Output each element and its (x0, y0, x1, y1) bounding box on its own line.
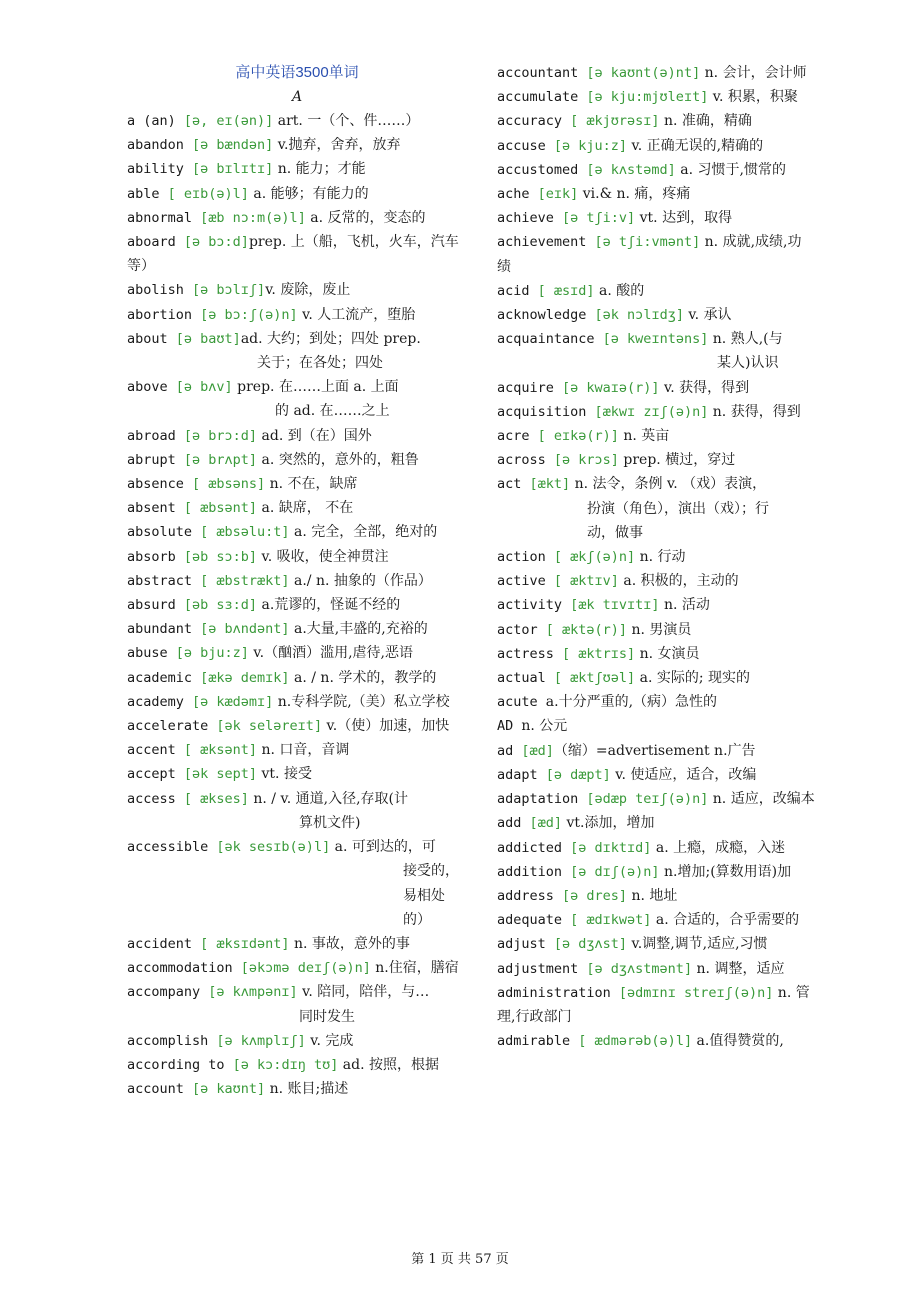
entry-word: absurd (127, 597, 184, 614)
entry-definition: n. 口音，音调 (257, 742, 350, 759)
entry-definition: ad. 到（在）国外 (257, 427, 372, 444)
entry-definition: v. 使适应，适合，改编 (610, 766, 757, 783)
vocab-entry (497, 230, 815, 278)
entry-phonetic: [ə kʌmplɪʃ] (216, 1032, 306, 1049)
entry-definition: n. 男演员 (627, 621, 692, 638)
entry-definition: n. / v. 通道,入径,存取(计 (248, 790, 408, 807)
entry-continuation: 算机文件) (299, 814, 361, 831)
vocab-entry (127, 1029, 467, 1053)
entry-word: abortion (127, 306, 201, 323)
entry-phonetic: [əb sɔ:b] (183, 548, 258, 565)
entry-definition: vt. 接受 (257, 766, 312, 783)
entry-word: a (an) (127, 113, 184, 129)
entry-phonetic: [ækt] (529, 476, 571, 493)
entry-word: absence (127, 476, 193, 493)
entry-phonetic: [əkɔmə deɪʃ(ə)n] (240, 960, 371, 977)
entry-definition: n.专科学院,（美）私立学校 (273, 693, 450, 710)
entry-phonetic: [ə bɔ:d] (183, 234, 249, 251)
entry-phonetic: [ æbsəns] (192, 476, 266, 493)
entry-definition: v. 人工流产，堕胎 (297, 306, 416, 323)
vocab-entry (497, 860, 815, 884)
entry-word: aboard (127, 234, 184, 251)
entry-phonetic: [ æksənt] (183, 742, 258, 759)
entry-word: accent (127, 742, 184, 759)
entry-word: academy (127, 693, 193, 710)
vocab-entry (497, 908, 815, 932)
entry-phonetic: [ədæp teɪʃ(ə)n] (586, 791, 709, 808)
entry-phonetic: [ ækjʊrəsɪ] (570, 113, 660, 130)
entry-word: abstract (127, 572, 201, 589)
entry-phonetic: [ eɪb(ə)l] (167, 185, 249, 202)
entry-definition: a. 实际的; 现实的 (635, 670, 751, 687)
entry-continuation: 扮演（角色），演出（戏）；行 (587, 500, 769, 517)
entry-phonetic: [ə dɪʃ(ə)n] (570, 863, 660, 880)
entry-definition: prep. 在……上面 a. 上面 (232, 379, 399, 396)
entry-word: admirable (497, 1033, 579, 1050)
entry-word: accuracy (497, 113, 571, 130)
entry-word: about (127, 330, 176, 347)
entry-definition: v. 完成 (305, 1032, 354, 1049)
vocab-entry (127, 617, 467, 641)
entry-phonetic: [ækə demɪk] (200, 669, 290, 686)
entry-word: abrupt (127, 451, 184, 468)
entry-word: across (497, 452, 554, 469)
entry-phonetic: [ə dʒʌstmənt] (586, 960, 693, 977)
entry-definition: a. 习惯于,惯常的 (675, 161, 786, 178)
entry-phonetic: [ə krɔs] (553, 452, 619, 469)
entry-phonetic: [ ækses] (183, 790, 249, 807)
vocab-entry (497, 424, 815, 448)
entry-definition: a.十分严重的,（病）急性的 (545, 694, 718, 711)
vocab-entry (127, 787, 467, 835)
entry-definition: n. 获得，得到 (708, 403, 801, 420)
entry-phonetic: [ə kju:mjʊleɪt] (586, 89, 709, 106)
entry-definition: n. 成就,成绩,功绩 (497, 234, 802, 275)
entry-definition: ad. 大约；到处；四处 prep. (240, 330, 421, 347)
entry-word: achievement (497, 234, 595, 251)
vocab-entry (127, 641, 467, 665)
entry-definition: v.抛弃，舍弃，放弃 (273, 137, 401, 154)
entry-definition: a. 完全，全部，绝对的 (289, 524, 438, 541)
vocab-entry (127, 327, 467, 375)
entry-word: abuse (127, 645, 176, 662)
entry-word: action (497, 549, 554, 566)
entry-word: administration (497, 984, 619, 1001)
entry-phonetic: [ə kʌmpənɪ] (208, 984, 298, 1001)
entry-word: actual (497, 670, 554, 687)
page-footer: 第 1 页 共 57 页 (411, 1252, 509, 1267)
entry-word: abnormal (127, 209, 201, 226)
entry-phonetic: [ə kʌstəmd] (586, 161, 676, 178)
entry-phonetic: [ə, eɪ(ən)] (183, 113, 274, 129)
page-title: 高中英语3500单词 (235, 64, 359, 81)
vocab-entry (127, 593, 467, 617)
entry-definition: v.（使）加速，加快 (322, 718, 450, 735)
entry-definition: vi.& n. 痛，疼痛 (578, 186, 691, 203)
entry-phonetic: [ə bɔlɪʃ] (192, 282, 266, 299)
entry-phonetic: [ ædɪkwət] (570, 912, 652, 929)
entry-phonetic: [ək sesɪb(ə)l] (216, 839, 331, 856)
entry-phonetic: [æd] (529, 815, 563, 832)
entry-phonetic: [ə kaʊnt] (192, 1081, 266, 1098)
entry-word: academic (127, 669, 201, 686)
entry-phonetic: [ə bju:z] (175, 645, 249, 662)
entry-continuation: 关于；在各处；四处 (257, 355, 383, 372)
entry-definition: n. 能力；才能 (273, 161, 366, 178)
vocab-entry (127, 980, 467, 1028)
vocab-entry (127, 109, 467, 133)
entry-phonetic: [æb nɔ:m(ə)l] (200, 209, 306, 226)
vocab-entry (497, 376, 815, 400)
entry-phonetic: [ æbsəlu:t] (200, 524, 290, 541)
entry-definition: a. 缺席， 不在 (257, 500, 354, 517)
entry-continuation: 易相处 (403, 887, 445, 904)
vocab-entry (127, 424, 467, 448)
entry-continuation: 某人)认识 (717, 355, 779, 372)
entry-phonetic: [ æbstrækt] (200, 572, 290, 589)
entry-word: acknowledge (497, 307, 595, 324)
entry-word: acquaintance (497, 331, 603, 348)
entry-definition: n. 英亩 (618, 428, 670, 445)
entry-definition: n. 女演员 (635, 645, 700, 662)
right-column (497, 61, 815, 1053)
entry-phonetic: [ ædmərəb(ə)l] (578, 1033, 693, 1050)
entry-definition: a. 突然的，意外的，粗鲁 (257, 451, 419, 468)
entry-definition: n. 管理,行政部门 (497, 984, 810, 1025)
entry-phonetic: [æk tɪvɪtɪ] (570, 597, 660, 614)
entry-phonetic: [ æktə(r)] (545, 621, 628, 638)
vocab-entry (497, 569, 815, 593)
entry-continuation: 的 ad. 在……之上 (275, 403, 390, 420)
entry-phonetic: [ə dæpt] (545, 766, 611, 783)
vocab-entry (127, 1077, 467, 1101)
vocab-entry (497, 884, 815, 908)
entry-word: ad (497, 742, 522, 759)
entry-phonetic: [ə kwaɪə(r)] (562, 379, 660, 396)
entry-phonetic: [ə bændən] (192, 137, 274, 154)
entry-definition: n. 地址 (627, 887, 678, 904)
entry-phonetic: [ə bɔ:ʃ(ə)n] (200, 306, 298, 323)
entry-phonetic: [ə bʌv] (175, 379, 233, 396)
vocab-entry (497, 61, 815, 85)
entry-word: absolute (127, 524, 201, 541)
entry-definition: v. 废除，废止 (265, 282, 351, 299)
entry-phonetic: [ək sept] (183, 766, 258, 783)
vocab-entry (497, 85, 815, 109)
entry-definition: n.增加;(算数用语)加 (659, 863, 792, 880)
entry-word: absorb (127, 548, 184, 565)
vocab-entry (497, 400, 815, 424)
entry-word: address (497, 887, 563, 904)
entry-definition: v.调整,调节,适应,习惯 (627, 936, 768, 953)
entry-phonetic: [ æktrɪs] (562, 645, 636, 662)
entry-word: add (497, 815, 530, 832)
vocab-entry (127, 520, 467, 544)
entry-phonetic: [ə kju:z] (553, 137, 628, 154)
entry-phonetic: [ æbsənt] (183, 500, 258, 517)
entry-word: adequate (497, 912, 571, 929)
entry-phonetic: [ə dres] (562, 887, 628, 904)
entry-word: able (127, 185, 168, 202)
vocab-entry (497, 279, 815, 303)
entry-word: accept (127, 766, 184, 783)
vocab-entry (497, 448, 815, 472)
entry-phonetic: [eɪk] (537, 186, 579, 203)
entry-word: ache (497, 186, 538, 203)
entry-phonetic: [ æksɪdənt] (200, 935, 290, 952)
vocab-entry (127, 133, 467, 157)
entry-phonetic: [ək seləreɪt] (216, 718, 323, 735)
entry-definition: a. 能够；有能力的 (248, 185, 369, 202)
entry-definition: a.值得赞赏的, (692, 1033, 784, 1050)
entry-definition: art. 一（个、件……） (273, 113, 420, 129)
entry-definition: n. 账目;描述 (265, 1081, 349, 1098)
vocab-entry (127, 956, 467, 980)
vocab-entry (497, 182, 815, 206)
entry-word: according to (127, 1056, 233, 1073)
entry-continuation: 同时发生 (299, 1008, 355, 1025)
entry-definition: v.（酗酒）滥用,虐待,恶语 (248, 645, 413, 662)
left-column (127, 61, 467, 1101)
entry-definition: v. 陪同，陪伴，与… (297, 984, 430, 1001)
entry-definition: n. 事故，意外的事 (289, 935, 410, 952)
entry-word: active (497, 573, 554, 590)
entry-phonetic: [ə kædəmɪ] (192, 693, 274, 710)
vocab-entry (497, 811, 815, 835)
entry-phonetic: [ək nɔlɪdʒ] (594, 307, 684, 324)
vocab-entry (497, 593, 815, 617)
entry-continuation: 接受的， (403, 863, 459, 880)
entry-word: addicted (497, 839, 571, 856)
vocab-entry (497, 642, 815, 666)
entry-definition: n. 法令，条例 v. （戏）表演， (570, 476, 767, 493)
entry-definition: a. 反常的，变态的 (305, 209, 426, 226)
entry-definition: a. 酸的 (594, 282, 645, 299)
entry-definition: v. 正确无误的,精确的 (627, 137, 764, 154)
entry-phonetic: [ eɪkə(r)] (537, 428, 619, 445)
entry-definition: （缩）=advertisement n.广告 (553, 742, 756, 759)
entry-phonetic: [ə kaʊnt(ə)nt] (586, 65, 701, 81)
entry-continuation: 动，做事 (587, 524, 643, 541)
vocab-entry (127, 182, 467, 206)
entry-definition: a./ n. 抽象的（作品） (289, 572, 432, 589)
entry-word: actress (497, 645, 563, 662)
entry-definition: a. / n. 学术的，教学的 (289, 669, 437, 686)
entry-definition: n. 准确，精确 (659, 113, 752, 130)
entry-phonetic: [ə brʌpt] (183, 451, 258, 468)
vocab-entry (127, 545, 467, 569)
entry-definition: prep. 上（船，飞机，火车，汽车等） (127, 234, 459, 275)
entry-word: AD (497, 718, 522, 735)
entry-word: adapt (497, 766, 546, 783)
vocab-entry (497, 303, 815, 327)
vocab-entry (127, 278, 467, 302)
entry-word: accelerate (127, 718, 217, 735)
vocab-entry (497, 134, 815, 158)
entry-word: acquire (497, 379, 563, 396)
entry-definition: a. 上瘾，成瘾，入迷 (651, 839, 786, 856)
vocab-entry (497, 981, 815, 1029)
entry-definition: ad. 按照，根据 (338, 1056, 440, 1073)
vocab-entry (127, 375, 467, 423)
entry-definition: a.荒谬的，怪诞不经的 (257, 597, 401, 614)
entry-word: ability (127, 161, 193, 178)
entry-word: accountant (497, 65, 587, 81)
entry-phonetic: [ æsɪd] (537, 282, 595, 299)
entry-word: abundant (127, 621, 201, 638)
vocab-entry (497, 206, 815, 230)
entry-phonetic: [æd] (521, 742, 554, 759)
entry-definition: a.大量,丰盛的,充裕的 (289, 621, 428, 638)
entry-phonetic: [ə dɪktɪd] (570, 839, 652, 856)
entry-word: acquisition (497, 403, 595, 420)
section-letter: A (291, 89, 303, 105)
entry-word: actor (497, 621, 546, 638)
vocab-entry (127, 230, 467, 278)
vocab-entry (127, 738, 467, 762)
entry-word: accident (127, 935, 201, 952)
entry-word: acid (497, 282, 538, 299)
entry-definition: v. 吸收，使全神贯注 (257, 548, 389, 565)
entry-phonetic: [ æktɪv] (553, 573, 619, 590)
entry-word: abroad (127, 427, 184, 444)
entry-definition: a. 积极的，主动的 (618, 573, 739, 590)
entry-phonetic: [ə tʃi:vmənt] (594, 234, 701, 251)
vocab-entry (127, 448, 467, 472)
entry-word: accomplish (127, 1032, 217, 1049)
vocab-entry (497, 666, 815, 690)
vocab-entry (497, 787, 815, 811)
vocab-entry (127, 690, 467, 714)
vocab-entry (497, 836, 815, 860)
vocab-entry (497, 109, 815, 133)
vocab-entry (127, 496, 467, 520)
entry-word: act (497, 476, 530, 493)
entry-word: access (127, 790, 184, 807)
entry-phonetic: [ə kɔ:dɪŋ tʊ] (232, 1056, 339, 1073)
entry-phonetic: [əb sɜ:d] (183, 597, 258, 614)
vocab-entry (127, 714, 467, 738)
entry-word: accommodation (127, 960, 241, 977)
vocab-entry (497, 327, 815, 375)
vocab-entry (497, 739, 815, 763)
entry-phonetic: [ədmɪnɪ streɪʃ(ə)n] (618, 984, 774, 1001)
vocab-entry (127, 932, 467, 956)
entry-phonetic: [ə bʌndənt] (200, 621, 290, 638)
vocab-entry (497, 690, 815, 714)
entry-word: accompany (127, 984, 209, 1001)
entry-phonetic: [ə brɔ:d] (183, 427, 258, 444)
entry-phonetic: [ æktʃʊəl] (553, 670, 636, 687)
entry-definition: a. 可到达的，可 (330, 839, 436, 856)
vocab-entry (127, 157, 467, 181)
vocab-entry (127, 206, 467, 230)
vocab-entry (497, 932, 815, 956)
vocab-entry (497, 158, 815, 182)
vocab-entry (127, 835, 467, 932)
vocab-entry (127, 1053, 467, 1077)
entry-word: acre (497, 428, 538, 445)
entry-definition: n. 调整，适应 (692, 960, 785, 977)
entry-definition: vt.添加，增加 (562, 815, 655, 832)
entry-definition: v. 承认 (683, 307, 732, 324)
entry-definition: prep. 横过，穿过 (618, 452, 736, 469)
vocab-entry (127, 472, 467, 496)
entry-phonetic: [ə tʃi:v] (562, 210, 636, 227)
entry-phonetic: [ ækʃ(ə)n] (553, 549, 636, 566)
vocab-entry (127, 666, 467, 690)
entry-word: above (127, 379, 176, 396)
entry-definition: n. 行动 (635, 549, 686, 566)
vocab-entry (497, 714, 815, 738)
entry-definition: n.住宿，膳宿 (370, 960, 459, 977)
entry-word: activity (497, 597, 571, 614)
entry-word: achieve (497, 210, 563, 227)
entry-word: addition (497, 863, 571, 880)
vocab-entry (497, 1029, 815, 1053)
entry-word: adaptation (497, 791, 587, 808)
vocab-entry (497, 618, 815, 642)
entry-definition: n. 会计，会计师 (700, 65, 807, 81)
vocab-entry (497, 763, 815, 787)
vocab-entry (127, 762, 467, 786)
entry-definition: v. 积累，积聚 (708, 89, 798, 106)
entry-definition: n. 适应，改编本 (708, 791, 815, 808)
vocab-entry (497, 957, 815, 981)
entry-phonetic: [ə dʒʌst] (553, 936, 628, 953)
entry-continuation: 的） (403, 911, 431, 928)
entry-definition: a. 合适的，合乎需要的 (651, 912, 800, 929)
vocab-entry (497, 545, 815, 569)
entry-word: abolish (127, 282, 193, 299)
vocab-entry (127, 303, 467, 327)
entry-word: absent (127, 500, 184, 517)
entry-phonetic: [ækwɪ zɪʃ(ə)n] (594, 403, 709, 420)
entry-word: adjustment (497, 960, 587, 977)
entry-word: acute (497, 694, 546, 711)
entry-word: accustomed (497, 161, 587, 178)
vocab-entry (497, 472, 815, 545)
vocab-entry (127, 569, 467, 593)
entry-word: abandon (127, 137, 193, 154)
entry-phonetic: [ə kweɪntəns] (602, 331, 709, 348)
entry-word: accumulate (497, 89, 587, 106)
entry-definition: n. 熟人,(与 (708, 331, 783, 348)
entry-definition: n. 不在，缺席 (265, 476, 358, 493)
entry-definition: n. 公元 (521, 718, 568, 735)
entry-phonetic: [ə baʊt] (175, 330, 241, 347)
entry-word: accuse (497, 137, 554, 154)
entry-definition: vt. 达到，取得 (635, 210, 733, 227)
entry-word: accessible (127, 839, 217, 856)
entry-word: adjust (497, 936, 554, 953)
entry-definition: v. 获得，得到 (659, 379, 750, 396)
entry-word: account (127, 1081, 193, 1098)
entry-definition: n. 活动 (659, 597, 710, 614)
entry-phonetic: [ə bɪlɪtɪ] (192, 161, 274, 178)
